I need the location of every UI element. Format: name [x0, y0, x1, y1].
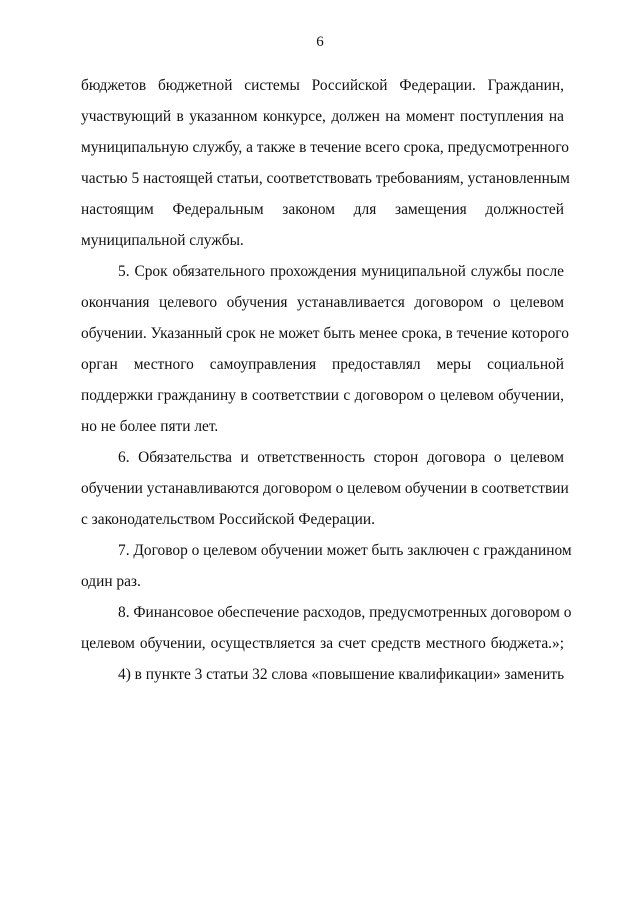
paragraph: [81, 597, 572, 659]
text-line: бюджетов бюджетной системы Российской Федерации. Гражданин,: [81, 77, 564, 94]
text-line: один раз.: [81, 573, 141, 590]
text-line: 5. Срок обязательного прохождения муниципальной службы после: [118, 263, 564, 280]
text-line: поддержки гражданину в соответствии с договором о целевом обучении,: [81, 387, 564, 404]
paragraph: [81, 535, 572, 597]
text-line: орган местного самоуправления предоставлял меры социальной: [81, 356, 564, 373]
page-number: 6: [316, 34, 324, 50]
paragraph: [81, 442, 569, 535]
text-line: с законодательством Российской Федерации.: [81, 511, 375, 528]
text-line: 6. Обязательства и ответственность сторон договора о целевом: [118, 449, 564, 466]
document-body: [81, 70, 572, 690]
text-line: 8. Финансовое обеспечение расходов, предусмотренных договором о: [118, 604, 572, 621]
paragraph: [81, 659, 564, 690]
text-line: 4) в пункте 3 статьи 32 слова «повышение квалификации» заменить: [118, 666, 565, 683]
text-line: обучении. Указанный срок не может быть менее срока, в течение которого: [81, 325, 569, 342]
text-line: но не более пяти лет.: [81, 418, 219, 435]
text-line: обучении устанавливаются договором о целевом обучении в соответствии: [81, 480, 569, 497]
text-line: целевом обучении, осуществляется за счет средств местного бюджета.»;: [81, 635, 564, 652]
text-line: участвующий в указанном конкурсе, должен на момент поступления на: [81, 108, 564, 125]
text-line: муниципальную службу, а также в течение всего срока, предусмотренного: [81, 139, 569, 156]
text-line: муниципальной службы.: [81, 232, 244, 249]
text-line: настоящим Федеральным законом для замещения должностей: [81, 201, 564, 218]
text-line: окончания целевого обучения устанавливается договором о целевом: [81, 294, 564, 311]
paragraph: [81, 70, 570, 256]
paragraph: [81, 256, 569, 442]
text-line: частью 5 настоящей статьи, соответствовать требованиям, установленным: [81, 170, 570, 187]
text-line: 7. Договор о целевом обучении может быть заключен с гражданином: [118, 542, 572, 559]
